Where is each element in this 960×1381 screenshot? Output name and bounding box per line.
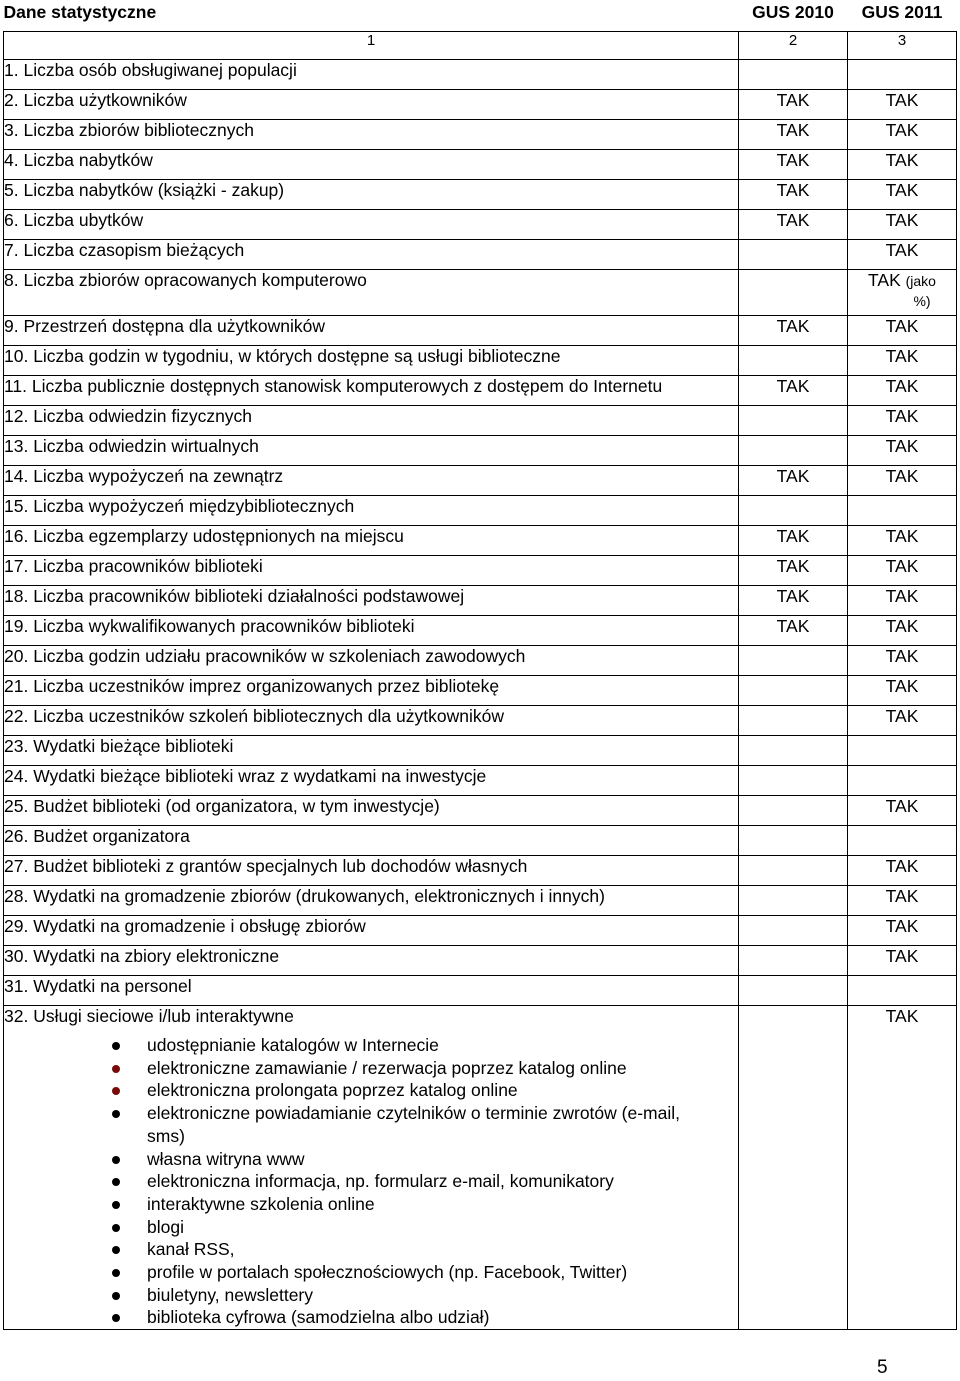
row-value-2010: TAK bbox=[739, 180, 848, 210]
row-value-2011 bbox=[848, 496, 957, 526]
service-item-text: profile w portalach społecznościowych (np. Facebook, Twitter) bbox=[147, 1262, 628, 1283]
table-row bbox=[4, 376, 957, 406]
row-value-2011: TAK bbox=[848, 886, 957, 916]
table-row bbox=[4, 90, 957, 120]
header-gus-2010: GUS 2010 bbox=[752, 2, 834, 22]
row-value-2010 bbox=[739, 646, 848, 676]
row-value-2010 bbox=[739, 346, 848, 376]
table-row bbox=[4, 796, 957, 826]
table-row bbox=[4, 556, 957, 586]
row-32-label: 32. Usługi sieciowe i/lub interaktywne bbox=[4, 1006, 294, 1026]
row-label: 19. Liczba wykwalifikowanych pracowników biblioteki bbox=[4, 616, 739, 646]
service-item-text: biuletyny, newslettery bbox=[147, 1284, 314, 1305]
table-row bbox=[4, 886, 957, 916]
row-value-2010 bbox=[739, 856, 848, 886]
row-value-2010: TAK bbox=[739, 376, 848, 406]
table-row bbox=[4, 916, 957, 946]
row-value-2010: TAK bbox=[739, 556, 848, 586]
row-label: 7. Liczba czasopism bieżących bbox=[4, 240, 739, 270]
row-value-2010 bbox=[739, 240, 848, 270]
row-value-note-end: %) bbox=[913, 293, 931, 310]
table-row bbox=[4, 616, 957, 646]
row-label: 28. Wydatki na gromadzenie zbiorów (drukowanych, elektronicznych i innych) bbox=[4, 886, 739, 916]
row-value-2011: TAK bbox=[848, 376, 957, 406]
service-list-item bbox=[4, 1284, 738, 1307]
table-row bbox=[4, 120, 957, 150]
row-value-2011: TAK bbox=[848, 916, 957, 946]
bullet-icon bbox=[112, 1065, 120, 1073]
column-number-1: 1 bbox=[4, 32, 739, 60]
row-value-2011: TAK bbox=[848, 180, 957, 210]
row-label: 30. Wydatki na zbiory elektroniczne bbox=[4, 946, 739, 976]
row-value-2011: TAK bbox=[848, 796, 957, 826]
column-number-2: 2 bbox=[739, 32, 848, 60]
row-label: 13. Liczba odwiedzin wirtualnych bbox=[4, 436, 739, 466]
row-value-2010 bbox=[739, 736, 848, 766]
row-label bbox=[4, 1006, 739, 1330]
page-number: 5 bbox=[877, 1357, 888, 1378]
table-row bbox=[4, 646, 957, 676]
row-value-2010: TAK bbox=[739, 466, 848, 496]
table-row bbox=[4, 496, 957, 526]
row-value-2011 bbox=[848, 60, 957, 90]
table-row bbox=[4, 766, 957, 796]
service-list-item bbox=[4, 1261, 738, 1284]
row-label: 29. Wydatki na gromadzenie i obsługę zbiorów bbox=[4, 916, 739, 946]
row-value-2011 bbox=[848, 766, 957, 796]
row-value-2011: TAK bbox=[848, 240, 957, 270]
bullet-icon bbox=[112, 1269, 120, 1277]
row-value-2011: TAK bbox=[848, 616, 957, 646]
row-value-2010: TAK bbox=[739, 150, 848, 180]
row-value-2011: TAK bbox=[848, 436, 957, 466]
row-value-2010 bbox=[739, 270, 848, 316]
header-gus-2011: GUS 2011 bbox=[861, 2, 943, 22]
table-row bbox=[4, 526, 957, 556]
row-value-2011: TAK bbox=[848, 856, 957, 886]
service-list-item bbox=[4, 1148, 738, 1171]
table-row bbox=[4, 976, 957, 1006]
row-value-2010: TAK bbox=[739, 120, 848, 150]
bullet-icon bbox=[112, 1224, 120, 1232]
service-list-item bbox=[4, 1216, 738, 1239]
row-label: 26. Budżet organizatora bbox=[4, 826, 739, 856]
row-value-2010 bbox=[739, 706, 848, 736]
row-value-2010 bbox=[739, 826, 848, 856]
table-row bbox=[4, 210, 957, 240]
table-row bbox=[4, 466, 957, 496]
row-value-2010 bbox=[739, 766, 848, 796]
row-label: 6. Liczba ubytków bbox=[4, 210, 739, 240]
table-row bbox=[4, 180, 957, 210]
service-item-text: interaktywne szkolenia online bbox=[147, 1193, 375, 1214]
row-value-2010: TAK bbox=[739, 90, 848, 120]
header-title: Dane statystyczne bbox=[3, 2, 157, 22]
table-row bbox=[4, 736, 957, 766]
table-row bbox=[4, 316, 957, 346]
bullet-icon bbox=[112, 1201, 120, 1209]
row-value-2010: TAK bbox=[739, 586, 848, 616]
service-item-text: elektroniczne zamawianie / rezerwacja poprzez katalog online bbox=[147, 1057, 627, 1078]
row-value-2011: TAK bbox=[848, 556, 957, 586]
row-value-2010 bbox=[739, 886, 848, 916]
row-value-2011: TAK bbox=[848, 586, 957, 616]
service-item-text: biblioteka cyfrowa (samodzielna albo udział) bbox=[147, 1307, 490, 1328]
row-value-2010 bbox=[739, 496, 848, 526]
column-number-row bbox=[4, 32, 957, 60]
row-value-2011: TAK bbox=[848, 406, 957, 436]
row-value-2011: TAK bbox=[848, 346, 957, 376]
table-row bbox=[4, 946, 957, 976]
table-row bbox=[4, 270, 957, 316]
row-value-2011 bbox=[848, 826, 957, 856]
row-label: 1. Liczba osób obsługiwanej populacji bbox=[4, 60, 739, 90]
row-label: 4. Liczba nabytków bbox=[4, 150, 739, 180]
table-row bbox=[4, 586, 957, 616]
row-label: 24. Wydatki bieżące biblioteki wraz z wydatkami na inwestycje bbox=[4, 766, 739, 796]
service-list-item bbox=[4, 1079, 738, 1102]
service-list-item bbox=[4, 1034, 738, 1057]
row-label: 14. Liczba wypożyczeń na zewnątrz bbox=[4, 466, 739, 496]
service-item-text: kanał RSS, bbox=[147, 1239, 235, 1260]
row-label: 16. Liczba egzemplarzy udostępnionych na miejscu bbox=[4, 526, 739, 556]
row-value-2010: TAK bbox=[739, 210, 848, 240]
row-value-2010 bbox=[739, 916, 848, 946]
row-value-2010 bbox=[739, 436, 848, 466]
row-label: 22. Liczba uczestników szkoleń bibliotecznych dla użytkowników bbox=[4, 706, 739, 736]
service-item-text: elektroniczne powiadamianie czytelników o terminie zwrotów (e-mail, sms) bbox=[147, 1103, 680, 1146]
table-row bbox=[4, 406, 957, 436]
row-value-2011: TAK bbox=[848, 646, 957, 676]
service-list-item bbox=[4, 1170, 738, 1193]
row-value-2010 bbox=[739, 406, 848, 436]
bullet-icon bbox=[112, 1314, 120, 1322]
row-label: 27. Budżet biblioteki z grantów specjalnych lub dochodów własnych bbox=[4, 856, 739, 886]
row-label: 15. Liczba wypożyczeń międzybibliotecznych bbox=[4, 496, 739, 526]
service-item-text: elektroniczna informacja, np. formularz e-mail, komunikatory bbox=[147, 1171, 614, 1192]
row-label: 18. Liczba pracowników biblioteki działalności podstawowej bbox=[4, 586, 739, 616]
row-value-note: (jako bbox=[905, 273, 936, 289]
row-value-2010 bbox=[739, 976, 848, 1006]
row-value-2011: TAK bbox=[848, 120, 957, 150]
service-item-text: blogi bbox=[147, 1216, 184, 1237]
row-value-2011 bbox=[848, 736, 957, 766]
service-item-text: elektroniczna prolongata poprzez katalog online bbox=[147, 1080, 518, 1101]
row-label: 5. Liczba nabytków (książki - zakup) bbox=[4, 180, 739, 210]
row-value-2011: TAK bbox=[848, 150, 957, 180]
row-label: 31. Wydatki na personel bbox=[4, 976, 739, 1006]
table-row bbox=[4, 706, 957, 736]
row-label: 8. Liczba zbiorów opracowanych komputerowo bbox=[4, 270, 739, 316]
row-label: 20. Liczba godzin udziału pracowników w szkoleniach zawodowych bbox=[4, 646, 739, 676]
row-label: 17. Liczba pracowników biblioteki bbox=[4, 556, 739, 586]
row-value-2010 bbox=[739, 1006, 848, 1330]
row-value-2010 bbox=[739, 60, 848, 90]
table-row bbox=[4, 676, 957, 706]
rows-body bbox=[4, 60, 957, 1006]
row-label: 10. Liczba godzin w tygodniu, w których dostępne są usługi biblioteczne bbox=[4, 346, 739, 376]
bullet-icon bbox=[112, 1292, 120, 1300]
bullet-icon bbox=[112, 1156, 120, 1164]
table-row-32 bbox=[4, 1006, 957, 1330]
row-value-2010 bbox=[739, 676, 848, 706]
row-value-2011: TAK bbox=[848, 466, 957, 496]
service-list-item bbox=[4, 1057, 738, 1080]
row-value-2011: TAK bbox=[848, 316, 957, 346]
bullet-icon bbox=[112, 1110, 120, 1118]
row-value-2011: TAK bbox=[848, 90, 957, 120]
bullet-icon bbox=[112, 1042, 120, 1050]
row-value-2011 bbox=[848, 976, 957, 1006]
table-row bbox=[4, 856, 957, 886]
table-row bbox=[4, 240, 957, 270]
row-label: 11. Liczba publicznie dostępnych stanowisk komputerowych z dostępem do Internetu bbox=[4, 376, 739, 406]
row-value-2011: TAK bbox=[848, 1006, 957, 1330]
service-list-item bbox=[4, 1238, 738, 1261]
row-value-2011: TAK bbox=[848, 210, 957, 240]
row-label: 25. Budżet biblioteki (od organizatora, w tym inwestycje) bbox=[4, 796, 739, 826]
row-value-2010: TAK bbox=[739, 526, 848, 556]
row-label: 2. Liczba użytkowników bbox=[4, 90, 739, 120]
service-list-item bbox=[4, 1193, 738, 1216]
row-label: 21. Liczba uczestników imprez organizowanych przez bibliotekę bbox=[4, 676, 739, 706]
table-header-row bbox=[4, 2, 957, 32]
row-value-2011: TAK bbox=[848, 676, 957, 706]
row-value-2010 bbox=[739, 946, 848, 976]
row-value-2011: TAK bbox=[848, 946, 957, 976]
table-row bbox=[4, 60, 957, 90]
bullet-icon bbox=[112, 1178, 120, 1186]
row-value-2010: TAK bbox=[739, 316, 848, 346]
row-value-2010: TAK bbox=[739, 616, 848, 646]
row-value-main: TAK bbox=[868, 270, 901, 290]
table-row bbox=[4, 436, 957, 466]
network-services-list bbox=[4, 1034, 738, 1329]
row-label: 9. Przestrzeń dostępna dla użytkowników bbox=[4, 316, 739, 346]
row-label: 12. Liczba odwiedzin fizycznych bbox=[4, 406, 739, 436]
table-row bbox=[4, 150, 957, 180]
row-value-2011 bbox=[848, 270, 957, 316]
column-number-3: 3 bbox=[848, 32, 957, 60]
table-row bbox=[4, 826, 957, 856]
statistics-table bbox=[3, 2, 957, 1330]
service-item-text: własna witryna www bbox=[147, 1148, 305, 1169]
row-value-2010 bbox=[739, 796, 848, 826]
row-label: 3. Liczba zbiorów bibliotecznych bbox=[4, 120, 739, 150]
service-item-text: udostępnianie katalogów w Internecie bbox=[147, 1035, 439, 1055]
row-label: 23. Wydatki bieżące biblioteki bbox=[4, 736, 739, 766]
row-value-2011: TAK bbox=[848, 706, 957, 736]
table-row bbox=[4, 346, 957, 376]
service-list-item bbox=[4, 1306, 738, 1329]
service-list-item bbox=[4, 1102, 738, 1147]
row-value-2011: TAK bbox=[848, 526, 957, 556]
bullet-icon bbox=[112, 1246, 120, 1254]
bullet-icon bbox=[112, 1087, 120, 1095]
